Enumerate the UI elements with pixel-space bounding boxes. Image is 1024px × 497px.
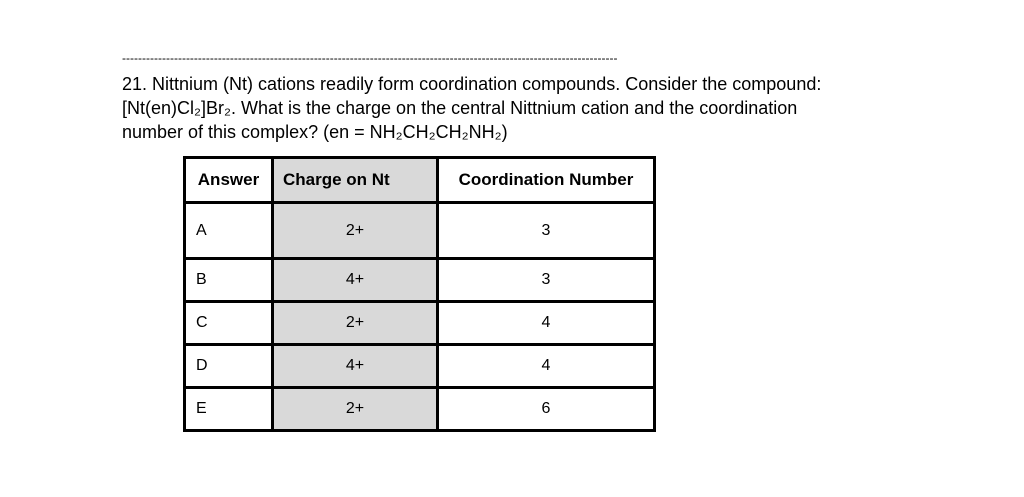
question-text xyxy=(122,72,892,144)
table-row xyxy=(185,345,655,388)
question-line-2: [Nt(en)Cl₂]Br₂. What is the charge on the central Nittnium cation and the coordination xyxy=(122,98,798,118)
charge-cell: 2+ xyxy=(273,302,438,345)
answer-cell: D xyxy=(185,345,273,388)
charge-cell: 2+ xyxy=(273,203,438,259)
dashed-divider: ---------------------------------------------------------------------------------------------------------------------------- xyxy=(122,51,618,65)
answer-table xyxy=(183,156,656,432)
coordination-cell: 3 xyxy=(438,203,655,259)
table-row xyxy=(185,302,655,345)
header-charge: Charge on Nt xyxy=(273,158,438,203)
coordination-cell: 4 xyxy=(438,345,655,388)
charge-cell: 2+ xyxy=(273,388,438,431)
table-header-row xyxy=(185,158,655,203)
coordination-cell: 6 xyxy=(438,388,655,431)
charge-cell: 4+ xyxy=(273,345,438,388)
coordination-cell: 4 xyxy=(438,302,655,345)
coordination-cell: 3 xyxy=(438,259,655,302)
answer-cell: E xyxy=(185,388,273,431)
charge-cell: 4+ xyxy=(273,259,438,302)
table-row xyxy=(185,203,655,259)
question-line-3: number of this complex? (en = NH₂CH₂CH₂NH₂) xyxy=(122,122,508,142)
table-row xyxy=(185,259,655,302)
header-answer: Answer xyxy=(185,158,273,203)
question-line-1: 21. Nittnium (Nt) cations readily form coordination compounds. Consider the compound: xyxy=(122,74,822,94)
header-coordination: Coordination Number xyxy=(438,158,655,203)
answer-cell: C xyxy=(185,302,273,345)
table-row xyxy=(185,388,655,431)
answer-cell: A xyxy=(185,203,273,259)
answer-cell: B xyxy=(185,259,273,302)
